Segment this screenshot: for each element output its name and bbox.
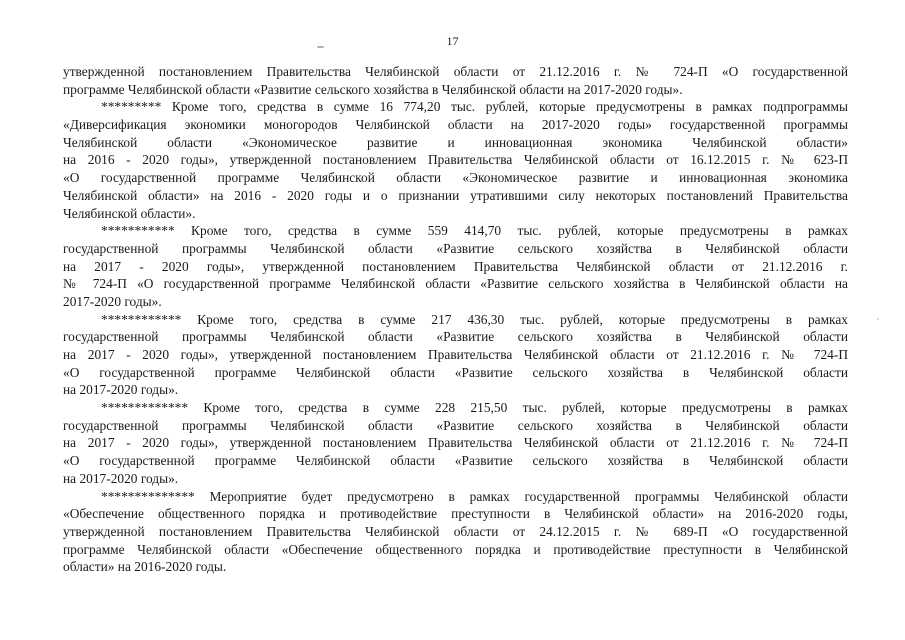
text-line: на 2017-2020 годы». — [63, 382, 179, 398]
text-line: на 2017-2020 годы». — [63, 470, 179, 486]
text-line: ********* Кроме того, средства в сумме 16 774,20 тыс. рублей, которые предусмотрены в рамках подпрограммы — [101, 99, 848, 115]
text-line: утвержденной постановлением Правительства Челябинской области от 21.12.2016 г. № 724-П «О государственной — [63, 64, 848, 79]
text-line: «Обеспечение общественного порядка и противодействие преступности в Челябинской области» на 2016-2020 годы, — [63, 506, 848, 522]
text-line: утвержденной постановлением Правительства Челябинской области от 24.12.2015 г. № 689-П «О государственной — [63, 523, 848, 539]
text-line: на 2017 - 2020 годы», утвержденной постановлением Правительства Челябинской области от 21.12.2016 г. № 724-П — [63, 435, 848, 451]
text-line: государственной программы Челябинской области «Развитие сельского хозяйства в Челябинской области — [63, 329, 848, 345]
page-number: 17 — [446, 34, 459, 48]
text-line: ************** Мероприятие будет предусмотрено в рамках государственной программы Челябинской области — [101, 488, 848, 504]
text-line: ************ Кроме того, средства в сумме 217 436,30 тыс. рублей, которые предусмотрены в рамках — [101, 311, 848, 327]
text-line: Челябинской области» на 2016 - 2020 годы и о признании утратившими силу некоторых постановлений Правительства — [63, 187, 848, 203]
footnote-14-asterisks — [63, 488, 848, 576]
text-line: «Диверсификация экономики моногородов Челябинской области на 2017-2020 годы» государственной программы — [63, 117, 848, 133]
text-line: на 2017 - 2020 годы», утвержденной постановлением Правительства Челябинской области от 21.12.2016 г. № 724-П — [63, 347, 848, 362]
footnote-9-asterisks — [63, 98, 848, 222]
document-body — [63, 63, 848, 576]
text-line: программе Челябинской области «Обеспечение общественного порядка и противодействие преступности в Челябинской — [63, 541, 848, 557]
text-line: *********** Кроме того, средства в сумме 559 414,70 тыс. рублей, которые предусмотрены в рамках — [101, 223, 848, 239]
text-line: ************* Кроме того, средства в сумме 228 215,50 тыс. рублей, которые предусмотрены в рамках — [101, 400, 848, 416]
text-line: «О государственной программе Челябинской области «Развитие сельского хозяйства в Челябинской области — [63, 364, 848, 380]
text-line: Челябинской области «Экономическое развитие и инновационная экономика Челябинской области» — [63, 134, 848, 150]
text-line: программе Челябинской области «Развитие сельского хозяйства в Челябинской области на 2017-2020 годы». — [63, 81, 683, 97]
text-line: «О государственной программе Челябинской области «Экономическое развитие и инновационная экономика — [63, 170, 848, 186]
footnote-11-asterisks — [63, 222, 848, 310]
text-line: «О государственной программе Челябинской области «Развитие сельского хозяйства в Челябинской области — [63, 453, 848, 469]
text-line: государственной программы Челябинской области «Развитие сельского хозяйства в Челябинской области — [63, 240, 848, 256]
footnote-13-asterisks — [63, 399, 848, 487]
text-line: № 724-П «О государственной программе Челябинской области «Развитие сельского хозяйства в Челябинской области на — [63, 276, 848, 292]
footnote-12-asterisks — [63, 311, 848, 399]
text-line: 2017-2020 годы». — [63, 293, 162, 309]
text-line: области» на 2016-2020 годы. — [63, 559, 227, 575]
text-line: Челябинской области». — [63, 205, 196, 221]
scan-speck-mark — [317, 46, 324, 48]
text-line: на 2017 - 2020 годы», утвержденной постановлением Правительства Челябинской области от 21.12.2016 г. — [63, 258, 848, 274]
text-line: государственной программы Челябинской области «Развитие сельского хозяйства в Челябинской области — [63, 417, 848, 433]
paragraph-intro-tail — [63, 63, 848, 98]
scan-speck-mark-right — [877, 318, 879, 320]
text-line: на 2016 - 2020 годы», утвержденной постановлением Правительства Челябинской области от 16.12.2015 г. № 623-П — [63, 152, 848, 168]
